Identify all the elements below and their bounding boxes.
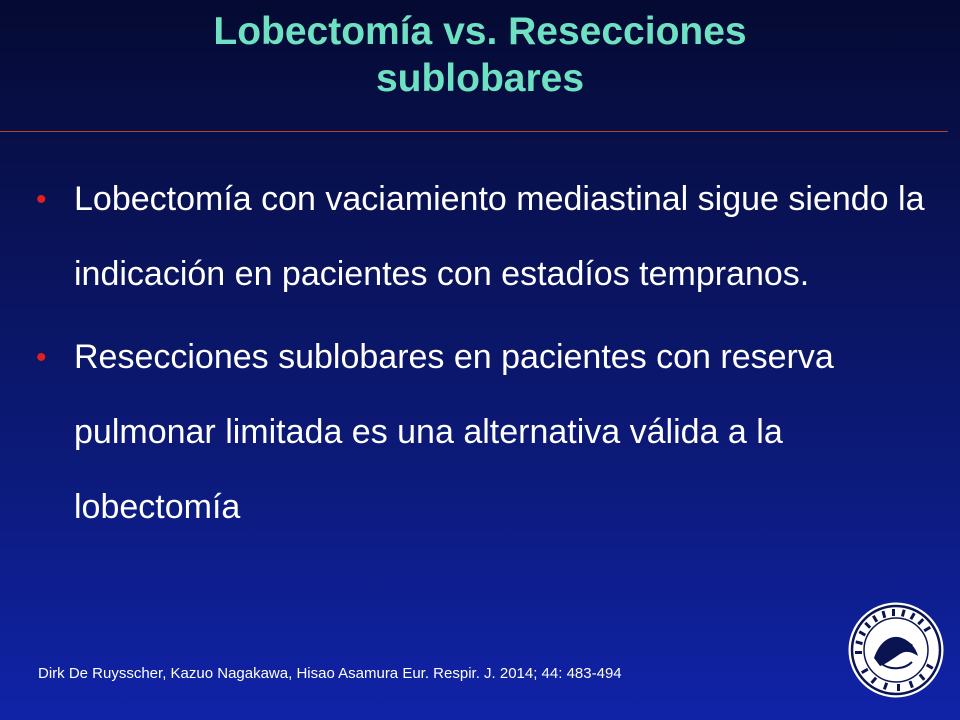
bullet-marker: • (36, 341, 47, 374)
bullet-list (28, 162, 928, 553)
slide-title-line-1: Lobectomía vs. Resecciones (213, 10, 747, 53)
bullet-item-lobectomy (28, 162, 928, 312)
bullet-text: Lobectomía con vaciamiento mediastinal sigue siendo la indicación en pacientes con estadíos tempranos. (74, 180, 925, 293)
title-divider (0, 131, 948, 132)
slide-title (60, 8, 900, 102)
slide-title-line-2: sublobares (375, 57, 585, 100)
bullet-marker: • (36, 183, 47, 216)
citation: Dirk De Ruysscher, Kazuo Nagakawa, Hisao Asamura Eur. Respir. J. 2014; 44: 483-494 (38, 665, 622, 682)
society-seal-icon (846, 600, 946, 700)
bullet-text: Resecciones sublobares en pacientes con reserva pulmonar limitada es una alternativa válida a la lobectomía (74, 338, 834, 526)
bullet-item-sublobar (28, 320, 928, 545)
